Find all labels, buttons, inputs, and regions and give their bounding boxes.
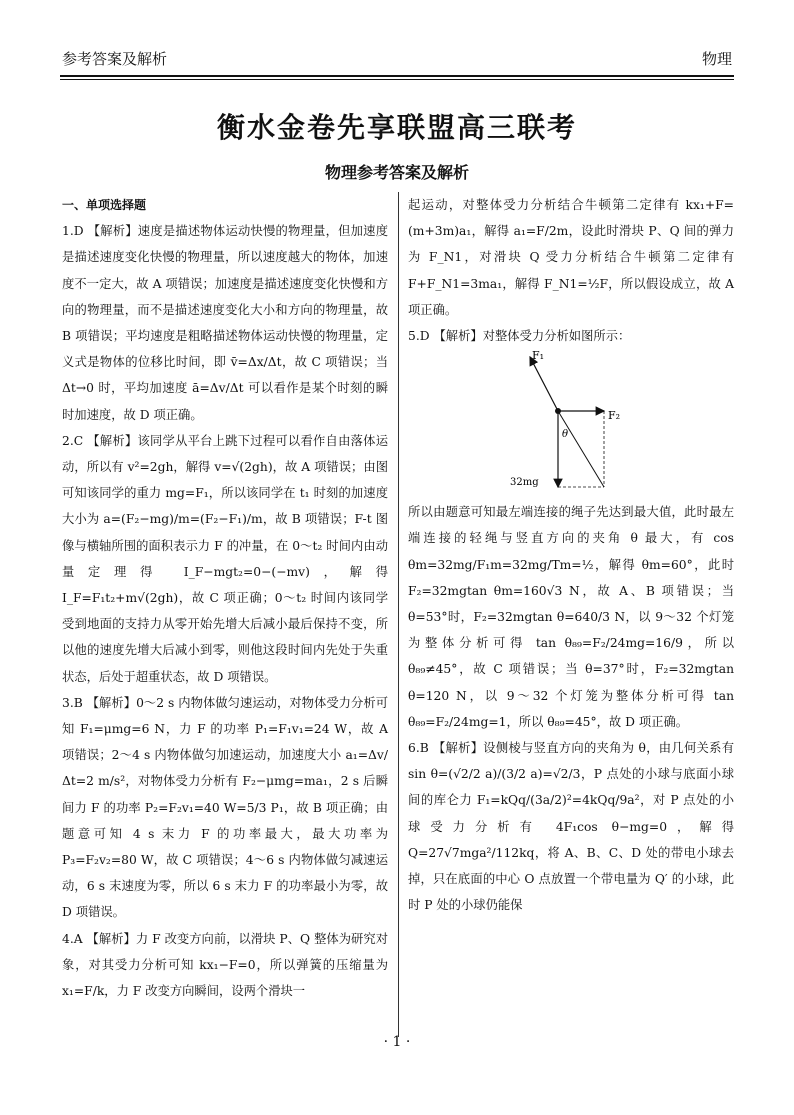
answer-4-continued: 起运动，对整体受力分析结合牛顿第二定律有 kx₁+F=(m+3m)a₁，解得 a₁=F/2m，设此时滑块 P、Q 间的弹力为 F_N1，对滑块 Q 受力分析结合牛顿第二定律有 F+F_N1=3ma₁，解得 F_N1=½F，所以假设成立，故 A 项正确。 <box>408 198 734 317</box>
answer-5: 5.D 【解析】对整体受力分析如图所示： <box>408 329 631 344</box>
label-f1: F₁ <box>532 349 545 363</box>
page-header <box>62 48 732 70</box>
answer-6: 6.B 【解析】设侧棱与竖直方向的夹角为 θ，由几何关系有 sin θ=(√2/2 a)/(3/2 a)=√2/3，P 点处的小球与底面小球间的库仑力 F₁=kQq/(3a/2)²=4kQq/9a²，对 P 点处的小球受力分析有 4F₁cos θ−mg=0，解得 Q=27√7mga²/112kq，将 A、B、C、D 处的带电小球去掉，只在底面的中心 O 点放置一个带电量为 Q′ 的小球，此时 P 处的小球仍能保 <box>408 741 734 913</box>
header-rule-thin <box>60 79 734 80</box>
header-rule <box>60 75 734 77</box>
knot-point <box>555 408 561 414</box>
header-right: 物理 <box>701 50 732 68</box>
section-heading: 一、单项选择题 <box>62 198 147 212</box>
column-divider <box>398 192 399 1037</box>
page-number: · 1 · <box>383 1034 411 1050</box>
answer-1: 1.D 【解析】速度是描述物体运动快慢的物理量，但加速度是描述速度变化快慢的物理量，所以速度越大的物体，加速度不一定大，故 A 项错误；加速度是描述速度变化快慢和方向的物理量，而不是描述速度变化大小和方向的物理量，故 B 项错误；平均速度是粗略描述物体运动快慢的物理量，定义式是物体的位移比时间，即 v̄=Δx/Δt，故 C 项错误；当 Δt→0 时，平均加速度 ā=Δv/Δt 可以看作是某个时刻的瞬时加速度，故 D 项正确。 <box>62 224 388 422</box>
label-weight: 32mg <box>510 477 539 489</box>
label-f2: F₂ <box>608 409 621 423</box>
answer-3: 3.B 【解析】0～2 s 内物体做匀速运动，对物体受力分析可知 F₁=μmg=6 N，力 F 的功率 P₁=F₁v₁=24 W，故 A 项错误；2～4 s 内物体做匀加速运动，加速度大小 a₁=Δv/Δt=2 m/s²，对物体受力分析有 F₂−μmg=ma₁，2 s 后瞬间力 F 的功率 P₂=F₂v₁=40 W=5/3 P₁，故 B 项正确；由题意可知 4 s 末力 F 的功率最大，最大功率为 P₃=F₂v₂=80 W，故 C 项错误；4～6 s 内物体做匀减速运动，6 s 末速度为零，所以 6 s 末力 F 的功率最小为零，故 D 项错误。 <box>62 695 388 920</box>
label-theta: θ <box>562 429 569 441</box>
right-column <box>408 192 734 918</box>
header-left: 参考答案及解析 <box>62 50 168 68</box>
left-column <box>62 192 388 1004</box>
answer-2: 2.C 【解析】该同学从平台上跳下过程可以看作自由落体运动，所以有 v²=2gh，解得 v=√(2gh)，故 A 项错误；由图可知该同学的重力 mg=F₁，所以该同学在 t₁ 时刻的加速度大小为 a=(F₂−mg)/m=(F₂−F₁)/m，故 B 项错误；F-t 图像与横轴所围的面积表示力 F 的冲量，在 0～t₂ 时间内由动量定理得 I_F−mgt₂=0−(−mv)，解得 I_F=F₁t₂+m√(2gh)，故 C 项正确；0～t₂ 时间内该同学受到地面的支持力从零开始先增大后减小最后保持不变，所以他的速度先增大后减小到零，则他这段时间内先处于失重状态，后处于超重状态，故 D 项错误。 <box>62 433 388 684</box>
force-diagram-svg <box>510 349 648 497</box>
answer-4: 4.A 【解析】力 F 改变方向前，以滑块 P、Q 整体为研究对象，对其受力分析可知 kx₁−F=0，所以弹簧的压缩量为 x₁=F/k，力 F 改变方向瞬间，设两个滑块一 <box>62 931 388 999</box>
page-subtitle: 物理参考答案及解析 <box>324 163 469 182</box>
force-diagram <box>408 349 734 499</box>
force-f1-arrow <box>530 357 558 411</box>
resultant-line <box>558 411 604 487</box>
answer-5-continued: 所以由题意可知最左端连接的绳子先达到最大值，此时最左端连接的轻绳与竖直方向的夹角 θ 最大，有 cos θm=32mg/F₁m=32mg/Tm=½，解得 θm=60°，此时 F₂=32mgtan θm=160√3 N，故 A、B 项错误；当 θ=53°时，F₂=32mgtan θ=640/3 N，以 9～32 个灯笼为整体分析可得 tan θ₈₉=F₂/24mg=16/9，所以 θ₈₉≠45°，故 C 项错误；当 θ=37°时，F₂=32mgtan θ=120 N，以 9～32 个灯笼为整体分析可得 tan θ₈₉=F₂/24mg=1，所以 θ₈₉=45°，故 D 项正确。 <box>408 505 734 729</box>
page-title: 衡水金卷先享联盟高三联考 <box>216 111 577 144</box>
